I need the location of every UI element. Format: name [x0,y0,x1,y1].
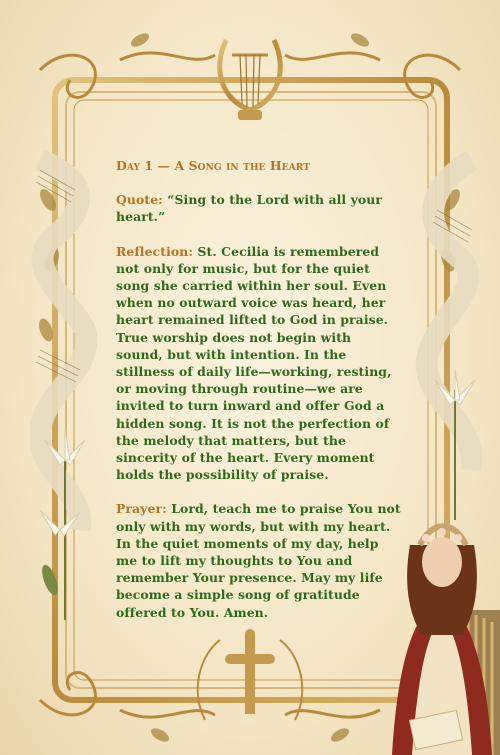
reflection-paragraph [116,243,402,484]
quote-paragraph [116,191,402,225]
prayer-label: Prayer: [116,501,167,517]
cross-icon [222,628,278,724]
quote-text: “Sing to the Lord with all your heart.” [116,192,383,225]
lily-icon [30,420,100,620]
lily-icon [420,360,490,520]
lyre-icon [212,30,288,130]
reflection-text: St. Cecilia is remembered not only for music, but for the quiet song she carried within her soul. Even when no outward voice was heard, her heart remained lifted to God in praise. True worship does not begin with sound, but with intention. In the stillness of daily life—working, resting, or moving through routine—we are invited to turn inward and offer God a hidden song. It is not the perfection of the melody that matters, but the sincerity of the heart. Every moment holds the possibility of praise. [116,243,392,483]
prayer-text: Lord, teach me to praise You not only with my words, but with my heart. In the quiet moments of my day, help me to lift my thoughts to You and remember Your presence. May my life become a simple song of gratitude offered to You. Amen. [116,501,401,620]
devotional-text [116,157,402,638]
prayer-paragraph [116,500,402,620]
day-title: Day 1 — A Song in the Heart [116,158,310,173]
saint-cecilia-illustration [392,500,500,755]
quote-label: Quote: [116,192,163,208]
reflection-label: Reflection: [116,243,194,259]
